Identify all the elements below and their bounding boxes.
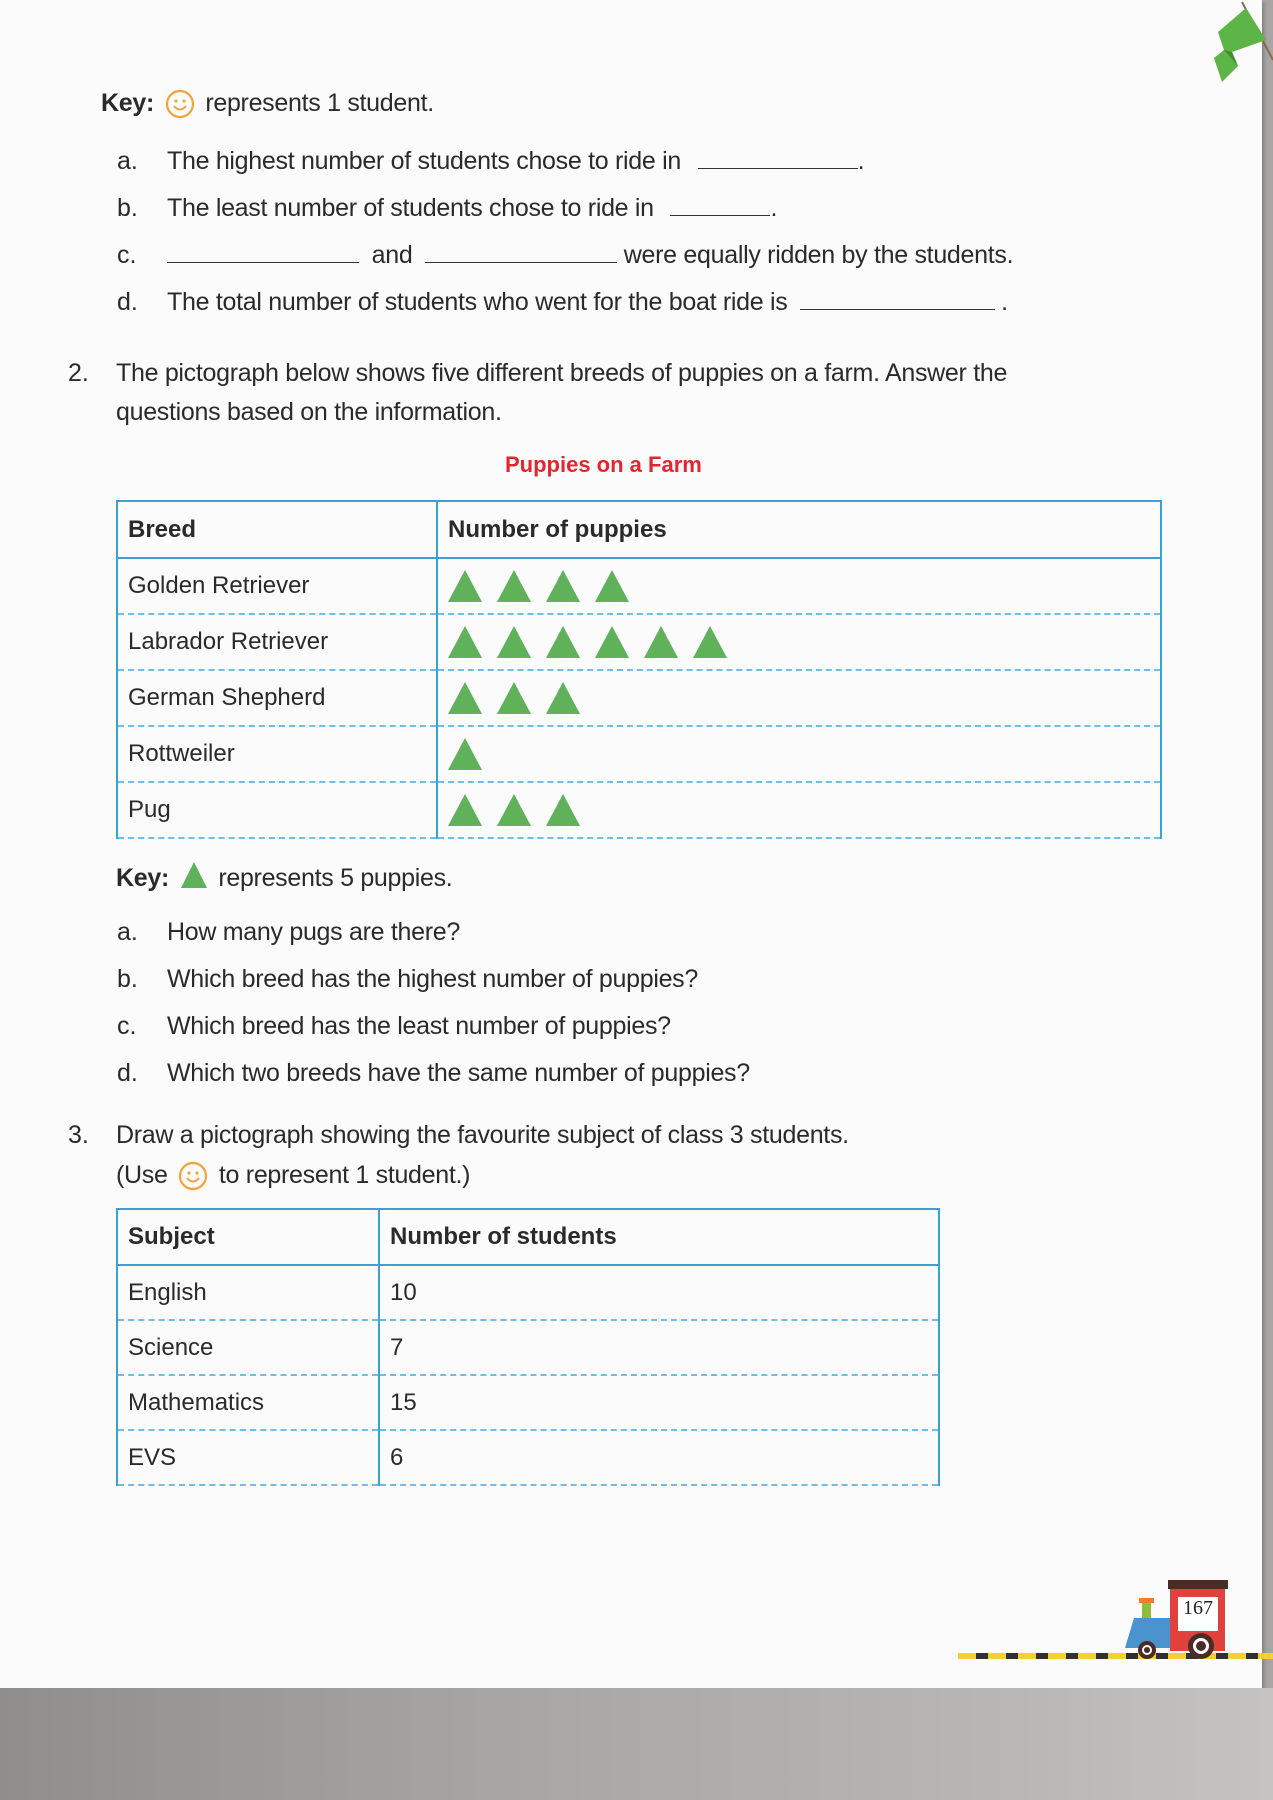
triangle-icon bbox=[546, 794, 580, 826]
q2-intro-line1: The pictograph below shows five different breeds of puppies on a farm. Answer the bbox=[116, 359, 1008, 387]
table-row bbox=[117, 670, 1161, 726]
table-row bbox=[117, 1430, 939, 1485]
flag-icon bbox=[1180, 0, 1273, 90]
triangle-icon bbox=[546, 626, 580, 658]
key-label: Key: bbox=[101, 89, 154, 117]
subject-cell: English bbox=[117, 1265, 379, 1320]
smiley-icon bbox=[178, 1161, 208, 1191]
key-label: Key: bbox=[116, 864, 169, 892]
triangle-icon bbox=[595, 570, 629, 602]
table-row bbox=[117, 558, 1161, 614]
breed-cell: Labrador Retriever bbox=[117, 614, 437, 670]
breed-cell: Golden Retriever bbox=[117, 558, 437, 614]
count-cell: 7 bbox=[379, 1320, 939, 1375]
count-cell: 10 bbox=[379, 1265, 939, 1320]
q1d bbox=[167, 287, 1008, 317]
q1b-text: The least number of students chose to ride in bbox=[167, 194, 654, 222]
breed-cell: Pug bbox=[117, 782, 437, 838]
q2b-text: Which breed has the highest number of puppies? bbox=[167, 965, 698, 993]
q1c-text-end: were equally ridden by the students. bbox=[623, 241, 1014, 269]
q2a-letter: a. bbox=[117, 918, 138, 946]
q2c-text: Which breed has the least number of puppies? bbox=[167, 1012, 671, 1040]
triangle-icon bbox=[448, 794, 482, 826]
table-row bbox=[117, 1265, 939, 1320]
breed-cell: Rottweiler bbox=[117, 726, 437, 782]
subject-cell: EVS bbox=[117, 1430, 379, 1485]
q1d-answer-blank[interactable] bbox=[800, 287, 995, 310]
triangle-icon bbox=[497, 570, 531, 602]
header-number-of-students: Number of students bbox=[379, 1209, 939, 1265]
triangle-icon bbox=[644, 626, 678, 658]
chart-title: Puppies on a Farm bbox=[505, 452, 702, 477]
symbols-cell bbox=[437, 782, 1161, 838]
q1c-answer-blank-2[interactable] bbox=[425, 240, 617, 263]
triangle-icon bbox=[693, 626, 727, 658]
triangle-icon bbox=[497, 682, 531, 714]
symbols-cell bbox=[437, 726, 1161, 782]
table-row bbox=[117, 614, 1161, 670]
key-line-2 bbox=[116, 861, 452, 893]
q1a-suffix: . bbox=[857, 147, 865, 175]
header-breed: Breed bbox=[117, 501, 437, 558]
triangle-icon bbox=[448, 626, 482, 658]
q1a-letter: a. bbox=[117, 147, 138, 175]
q3-intro-line2 bbox=[116, 1160, 470, 1191]
q1b bbox=[167, 193, 777, 223]
q3-represent-text: to represent 1 student.) bbox=[218, 1161, 471, 1189]
table-row bbox=[117, 1320, 939, 1375]
scan-background bbox=[0, 1688, 1273, 1800]
q3-intro-line1: Draw a pictograph showing the favourite subject of class 3 students. bbox=[116, 1121, 849, 1149]
q1c-and: and bbox=[371, 241, 413, 269]
triangle-icon bbox=[448, 682, 482, 714]
q3-number: 3. bbox=[68, 1121, 89, 1149]
symbols-cell bbox=[437, 614, 1161, 670]
train-icon bbox=[1122, 1576, 1232, 1666]
subject-cell: Mathematics bbox=[117, 1375, 379, 1430]
symbols-cell bbox=[437, 558, 1161, 614]
triangle-icon bbox=[180, 861, 208, 889]
smiley-icon bbox=[165, 89, 195, 119]
symbols-cell bbox=[437, 670, 1161, 726]
table-row bbox=[117, 1375, 939, 1430]
q1c-answer-blank-1[interactable] bbox=[167, 240, 359, 263]
triangle-icon bbox=[546, 682, 580, 714]
q3-use-text: (Use bbox=[116, 1161, 168, 1189]
puppies-pictograph-table bbox=[116, 500, 1162, 839]
q2d-text: Which two breeds have the same number of puppies? bbox=[167, 1059, 750, 1087]
q1d-letter: d. bbox=[117, 288, 138, 316]
q1b-letter: b. bbox=[117, 194, 138, 222]
q2a-text: How many pugs are there? bbox=[167, 918, 460, 946]
page-number: 167 bbox=[1183, 1597, 1213, 1619]
triangle-icon bbox=[497, 794, 531, 826]
table-row bbox=[117, 782, 1161, 838]
triangle-icon bbox=[497, 626, 531, 658]
count-cell: 15 bbox=[379, 1375, 939, 1430]
triangle-icon bbox=[448, 570, 482, 602]
q1a-answer-blank[interactable] bbox=[698, 146, 858, 169]
q2-number: 2. bbox=[68, 359, 89, 387]
q1b-suffix: . bbox=[770, 194, 778, 222]
q1a bbox=[167, 146, 864, 176]
q1d-suffix: . bbox=[1001, 288, 1008, 316]
key-line-1 bbox=[101, 88, 434, 119]
header-subject: Subject bbox=[117, 1209, 379, 1265]
q2b-letter: b. bbox=[117, 965, 138, 993]
q2c-letter: c. bbox=[117, 1012, 137, 1040]
triangle-icon bbox=[595, 626, 629, 658]
subject-cell: Science bbox=[117, 1320, 379, 1375]
triangle-icon bbox=[448, 738, 482, 770]
q1d-text: The total number of students who went for the boat ride is bbox=[167, 288, 788, 316]
triangle-icon bbox=[546, 570, 580, 602]
key-text: represents 5 puppies. bbox=[218, 864, 453, 892]
table-row bbox=[117, 726, 1161, 782]
header-number-of-puppies: Number of puppies bbox=[437, 501, 1161, 558]
q1b-answer-blank[interactable] bbox=[670, 193, 770, 216]
q1c bbox=[167, 240, 1013, 270]
breed-cell: German Shepherd bbox=[117, 670, 437, 726]
q2-intro-line2: questions based on the information. bbox=[116, 398, 502, 426]
key-text: represents 1 student. bbox=[205, 89, 434, 117]
table-header-row bbox=[117, 501, 1161, 558]
table-header-row bbox=[117, 1209, 939, 1265]
subjects-table bbox=[116, 1208, 940, 1486]
q1c-letter: c. bbox=[117, 241, 137, 269]
q2d-letter: d. bbox=[117, 1059, 138, 1087]
count-cell: 6 bbox=[379, 1430, 939, 1485]
q1a-text: The highest number of students chose to ride in bbox=[167, 147, 681, 175]
